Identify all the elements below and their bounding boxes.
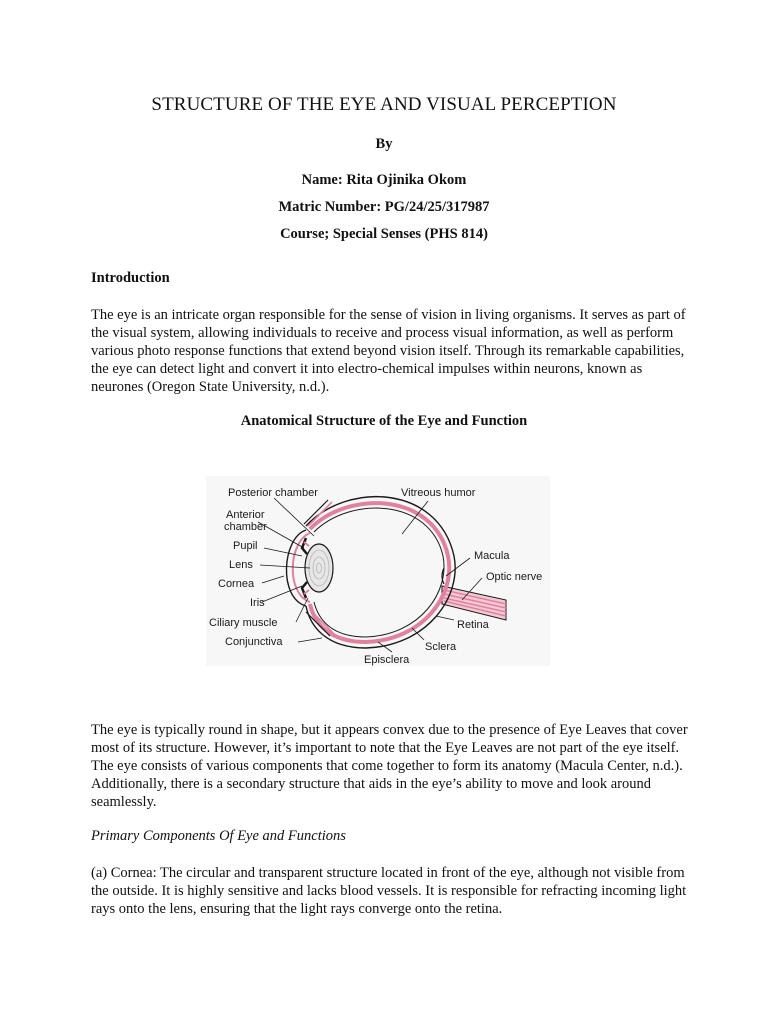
label-ciliary-muscle: Ciliary muscle xyxy=(209,617,278,629)
cornea-paragraph: (a) Cornea: The circular and transparent structure located in front of the eye, although not visible from the outside. It is highly sensitive and lacks blood vessels. It is responsible for refracting incoming light rays onto the lens, ensuring that the light rays converge onto the retina. xyxy=(91,865,687,917)
introduction-paragraph: The eye is an intricate organ responsible for the sense of vision in living organisms. It serves as part of the visual system, allowing individuals to receive and process visual information, as well as perform various photo response functions that extend beyond vision itself. Through its remarkable capabilities, the eye can detect light and convert it into electro-chemical impulses within neurons, known as neurones (Oregon State University, n.d.). xyxy=(91,307,686,395)
by-line: By xyxy=(375,136,393,152)
label-optic-nerve: Optic nerve xyxy=(486,571,543,583)
label-pupil: Pupil xyxy=(233,540,258,552)
label-anterior-chamber-line2: chamber xyxy=(224,521,267,533)
eye-shape-paragraph: The eye is typically round in shape, but it appears convex due to the presence of Eye Leaves that cover most of its structure. However, it’s important to note that the Eye Leaves are not part of the eye itself. The eye consists of various components that come together to form its anatomy (Macula Center, n.d.). Additionally, there is a secondary structure that aids in the eye’s ability to move and look around seamlessly. xyxy=(91,722,688,810)
label-macula: Macula xyxy=(474,550,510,562)
label-anterior-chamber-line1: Anterior xyxy=(226,509,265,521)
eye-diagram xyxy=(206,476,550,666)
anatomy-heading: Anatomical Structure of the Eye and Function xyxy=(240,413,528,429)
eye-anatomy-figure xyxy=(206,476,550,666)
label-cornea: Cornea xyxy=(218,578,255,590)
label-vitreous-humor: Vitreous humor xyxy=(401,487,476,499)
primary-components-heading: Primary Components Of Eye and Functions xyxy=(91,828,346,844)
label-iris: Iris xyxy=(250,597,265,609)
label-lens: Lens xyxy=(229,559,253,571)
label-conjunctiva: Conjunctiva xyxy=(225,636,283,648)
document-title: STRUCTURE OF THE EYE AND VISUAL PERCEPTION xyxy=(151,94,617,115)
label-sclera: Sclera xyxy=(425,641,457,653)
label-episclera: Episclera xyxy=(364,654,410,666)
author-name: Name: Rita Ojinika Okom xyxy=(301,172,467,188)
matric-number: Matric Number: PG/24/25/317987 xyxy=(278,199,490,215)
course-name: Course; Special Senses (PHS 814) xyxy=(280,226,488,242)
introduction-heading: Introduction xyxy=(91,270,170,286)
label-retina: Retina xyxy=(457,619,489,631)
label-posterior-chamber: Posterior chamber xyxy=(228,487,318,499)
